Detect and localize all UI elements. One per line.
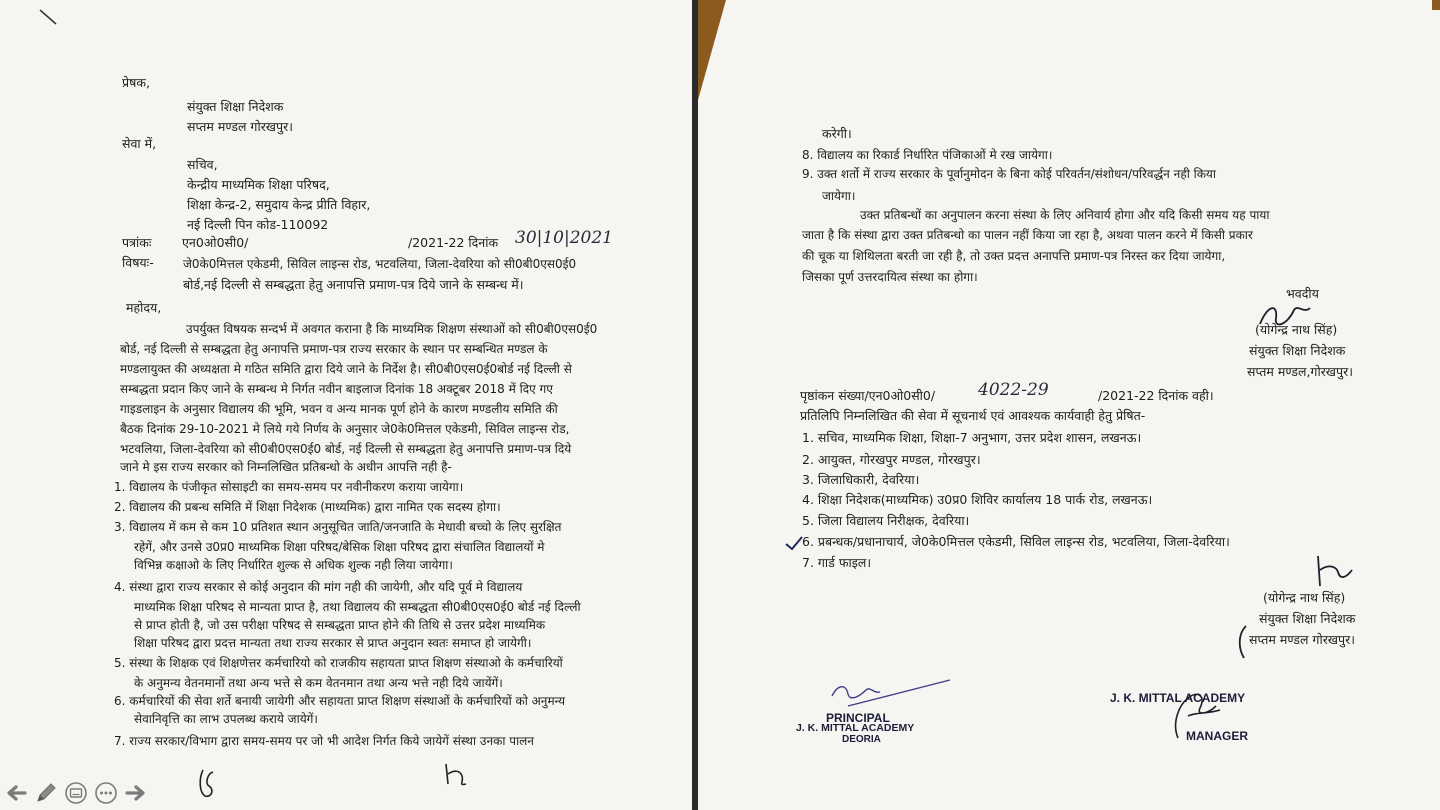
subject-line: बोर्ड,नई दिल्ली से सम्बद्धता हेतु अनापत्ति प्रमाण-पत्र दिये जाने के सम्बन्ध में।: [183, 277, 524, 292]
signature: [1306, 552, 1356, 592]
salutation: महोदय,: [126, 300, 162, 315]
initials-signature: [195, 766, 225, 802]
continued-line: करेगी।: [822, 126, 852, 141]
reference-label: पत्रांकः: [122, 235, 152, 250]
letter-page-left: [0, 0, 692, 810]
initials-signature: [440, 760, 474, 790]
condition-item: सेवानिवृत्ति का लाभ उपलब्ध कराये जायेगें।: [134, 712, 318, 726]
copy-recipient: 5. जिला विद्यालय निरीक्षक, देवरिया।: [802, 513, 970, 528]
closing-paragraph-line: की चूक या शिथिलता बरती जा रही है, तो उक्त प्रदत्त अनापत्ति प्रमाण-पत्र निरस्त कर दिया जायेगा,: [802, 249, 1226, 263]
reference-year: /2021-22 दिनांक: [408, 235, 499, 250]
subtitles-button[interactable]: [64, 781, 88, 805]
recipient-line: नई दिल्ली पिन कोड-110092: [187, 217, 329, 232]
condition-item: माध्यमिक शिक्षा परिषद से मान्यता प्राप्त है, तथा विद्यालय की सम्बद्धता सी0बी0एस0ई0 बोर्ड नई दिल्ली: [134, 600, 581, 614]
condition-item: के अनुमन्य वेतनमानों तथा अन्य भत्ते से कम वेतनमान तथा अन्य भत्ते नही दिये जायेंगें।: [134, 676, 503, 690]
to-label: सेवा में,: [122, 136, 157, 151]
condition-item: 2. विद्यालय की प्रबन्ध समिति में शिक्षा निदेशक (माध्यमिक) द्वारा नामित एक सदस्य होगा।: [114, 500, 501, 514]
endorsement-line: पृष्ठांकन संख्या/एन0ओ0सी0/: [800, 388, 936, 403]
scan-mark: [38, 8, 60, 26]
recipient-line: सचिव,: [187, 157, 218, 172]
condition-item: 8. विद्यालय का रिकार्ड निर्धारित पंजिकाओं मे रख जायेगा।: [802, 148, 1053, 162]
signature-stroke: [1234, 624, 1254, 662]
condition-item: 1. विद्यालय के पंजीकृत सोसाइटी का समय-समय पर नवीनीकरण कराया जायेगा।: [114, 480, 464, 494]
sender-line: संयुक्त शिक्षा निदेशक: [187, 99, 284, 114]
sender-line: सप्तम मण्डल गोरखपुर।: [187, 119, 293, 134]
copy-intro: प्रतिलिपि निम्नलिखित की सेवा में सूचनार्थ एवं आवश्यक कार्यवाही हेतु प्रेषित-: [800, 408, 1146, 423]
principal-stamp-school: J. K. MITTAL ACADEMY: [796, 722, 915, 734]
condition-item: से प्राप्त होती है, जो उस परीक्षा परिषद से सम्बद्धता प्राप्त होने की तिथि से उत्तर प्रदेश माध्यमिक: [134, 618, 546, 632]
more-options-button[interactable]: [94, 781, 118, 805]
principal-signature: [818, 676, 958, 716]
recipient-line: शिक्षा केन्द्र-2, समुदाय केन्द्र प्रीति विहार,: [187, 197, 371, 212]
signatory-title: संयुक्त शिक्षा निदेशक: [1249, 343, 1346, 358]
body-line: मण्डलायुक्त की अध्यक्षता मे गठित समिति द्वारा दिये जाने के निर्देश है। सी0बी0एस0ई0बोर्ड नई दिल्ली से: [120, 362, 572, 376]
copy-recipient: 7. गार्ड फाइल।: [802, 555, 872, 570]
body-line: भटवलिया, जिला-देवरिया को सी0बी0एस0ई0 बोर्ड, नई दिल्ली से सम्बद्धता हेतु अनापत्ति प्रमाण-पत्र दिये: [120, 442, 572, 456]
condition-item: 9. उक्त शर्तो में राज्य सरकार के पूर्वानुमोदन के बिना कोई परिवर्तन/संशोधन/परिवर्द्धन नही किया: [802, 167, 1217, 181]
subject-label: विषयः-: [122, 255, 154, 270]
scan-corner: [1432, 0, 1440, 10]
body-line: गाइडलाइन के अनुसार विद्यालय की भूमि, भवन व अन्य मानक पूर्ण होने के कारण मण्डलीय समिति की: [120, 402, 558, 416]
presentation-toolbar: [4, 778, 148, 808]
signatory-title: संयुक्त शिक्षा निदेशक: [1259, 611, 1356, 626]
more-icon: [94, 781, 118, 805]
body-line: सम्बद्धता प्रदान किए जाने के सम्बन्ध मे निर्गत नवीन बाइलाज दिनांक 18 अक्टूबर 2018 में दिए गए: [120, 382, 553, 396]
copy-recipient: 6. प्रबन्धक/प्रधानाचार्य, जे0के0मित्तल एकेडमी, सिविल लाइन्स रोड, भटवलिया, जिला-देवरिया।: [802, 534, 1230, 549]
arrow-right-icon: [125, 783, 147, 803]
copy-recipient: 4. शिक्षा निदेशक(माध्यमिक) उ0प्र0 शिविर कार्यालय 18 पार्क रोड, लखनऊ।: [802, 492, 1153, 507]
condition-item: 7. राज्य सरकार/विभाग द्वारा समय-समय पर जो भी आदेश निर्गत किये जायेगें संस्था उनका पालन: [114, 734, 534, 748]
signatory-name: (योगेन्द्र नाथ सिंह): [1263, 590, 1346, 605]
copy-recipient: 1. सचिव, माध्यमिक शिक्षा, शिक्षा-7 अनुभाग, उत्तर प्रदेश शासन, लखनऊ।: [802, 430, 1142, 445]
condition-item: जायेगा।: [822, 189, 856, 203]
condition-item: 6. कर्मचारियों की सेवा शर्ते बनायी जायेगी और सहायता प्राप्त शिक्षण संस्थाओं के कर्मचारियों को अनुमन्य: [114, 694, 566, 708]
copy-recipient: 2. आयुक्त, गोरखपुर मण्डल, गोरखपुर।: [802, 452, 981, 467]
handwritten-number: 4022-29: [978, 380, 1049, 400]
reference-number: एन0ओ0सी0/: [182, 235, 249, 250]
previous-slide-button[interactable]: [4, 781, 28, 805]
scan-corner: [698, 0, 726, 100]
body-line: बोर्ड, नई दिल्ली से सम्बद्धता हेतु अनापत्ति प्रमाण-पत्र राज्य सरकार के स्थान पर सम्बन्धित मण्डल के: [120, 342, 548, 356]
next-slide-button[interactable]: [124, 781, 148, 805]
subject-line: जे0के0मित्तल एकेडमी, सिविल लाइन्स रोड, भटवलिया, जिला-देवरिया को सी0बी0एस0ई0: [183, 257, 577, 271]
closing-paragraph-line: जाता है कि संस्था द्वारा उक्त प्रतिबन्धो का पालन नहीं किया जा रहा है, अथवा पालन करने में किसी प्रकार: [802, 228, 1253, 242]
manager-stamp-title: MANAGER: [1186, 729, 1248, 743]
body-line: उपर्युक्त विषयक सन्दर्भ में अवगत कराना है कि माध्यमिक शिक्षण संस्थाओं को सी0बी0एस0ई0: [186, 322, 598, 336]
handwritten-date: 30|10|2021: [515, 228, 613, 248]
tick-mark: [784, 534, 804, 552]
endorsement-date: /2021-22 दिनांक वही।: [1098, 388, 1214, 403]
pen-icon: [34, 781, 58, 805]
principal-stamp-place: DEORIA: [842, 734, 881, 745]
letter-page-right: [698, 0, 1440, 810]
condition-item: विभिन्न कक्षाओ के लिए निर्धारित शुल्क से अधिक शुल्क नही लिया जायेगा।: [134, 558, 453, 572]
condition-item: रहेगें, और उनसे उ0प्र0 माध्यमिक शिक्षा परिषद/बेसिक शिक्षा परिषद द्वारा संचालित विद्यालयों मे: [134, 540, 545, 554]
body-line: बैठक दिनांक 29-10-2021 मे लिये गये निर्णय के अनुसार जे0के0मित्तल एकेडमी, सिविल लाइन्स रोड,: [120, 422, 570, 436]
signatory-zone: सप्तम मण्डल,गोरखपुर।: [1247, 364, 1353, 379]
copy-recipient: 3. जिलाधिकारी, देवरिया।: [802, 472, 920, 487]
condition-item: शिक्षा परिषद द्वारा प्रदत्त मान्यता तथा राज्य सरकार से प्राप्त अनुदान स्वतः समाप्त हो जायेगी।: [134, 636, 532, 650]
yours-faithfully: भवदीय: [1286, 286, 1319, 301]
manager-stamp-school: J. K. MITTAL ACADEMY: [1110, 691, 1246, 705]
principal-stamp-title: PRINCIPAL: [826, 711, 890, 725]
closing-paragraph-line: जिसका पूर्ण उत्तरदायित्व संस्था का होगा।: [802, 270, 978, 284]
arrow-left-icon: [5, 783, 27, 803]
condition-item: 5. संस्था के शिक्षक एवं शिक्षणेत्तर कर्मचारियो को राजकीय सहायता प्राप्त शिक्षण संस्थाओ के कर्मचारियों: [114, 656, 563, 670]
signatory-name: (योगेन्द्र नाथ सिंह): [1255, 322, 1338, 337]
subtitles-icon: [64, 781, 88, 805]
recipient-line: केन्द्रीय माध्यमिक शिक्षा परिषद,: [187, 177, 330, 192]
condition-item: 4. संस्था द्वारा राज्य सरकार से कोई अनुदान की मांग नही की जायेगी, और यदि पूर्व मे विद्यालय: [114, 580, 523, 594]
condition-item: 3. विद्यालय में कम से कम 10 प्रतिशत स्थान अनुसूचित जाति/जनजाति के मेधावी बच्चो के लिए सुरक्षित: [114, 520, 562, 534]
pen-button[interactable]: [34, 781, 58, 805]
body-line: जाने मे इस राज्य सरकार को निम्नलिखित प्रतिबन्धो के अधीन आपत्ति नही है-: [120, 460, 452, 474]
sender-label: प्रेषक,: [122, 75, 150, 90]
closing-paragraph-line: उक्त प्रतिबन्धों का अनुपालन करना संस्था के लिए अनिवार्य होगा और यदि किसी समय यह पाया: [860, 208, 1270, 222]
signatory-zone: सप्तम मण्डल गोरखपुर।: [1249, 632, 1355, 647]
